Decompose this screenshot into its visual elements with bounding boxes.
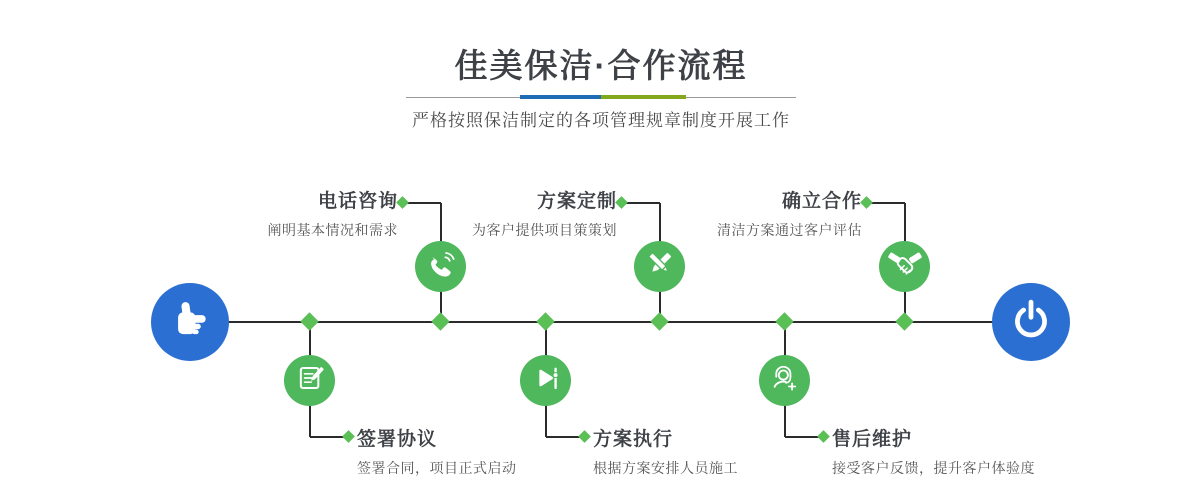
headset-support-icon — [765, 358, 805, 403]
power-icon — [1005, 294, 1057, 351]
step-desc: 清洁方案通过客户评估 — [717, 222, 862, 238]
step-sign-agreement — [357, 424, 597, 478]
step-title: 售后维护 — [832, 429, 913, 450]
step-node-support — [759, 355, 810, 406]
play-slider-icon — [526, 358, 566, 403]
step-desc: 签署合同，项目正式启动 — [357, 460, 517, 476]
step-plan-custom — [377, 186, 617, 240]
step-title: 电话咨询 — [317, 191, 398, 212]
crossed-pencils-icon — [640, 244, 680, 289]
step-node-execute — [520, 355, 571, 406]
step-title: 方案定制 — [536, 191, 617, 212]
step-phone-consult — [158, 186, 398, 240]
step-confirm-coop — [622, 186, 862, 240]
timeline-node-diamond — [775, 312, 793, 330]
step-node-handshake — [879, 241, 930, 292]
timeline-node-diamond — [431, 312, 449, 330]
connector-line — [546, 436, 582, 438]
connector-line — [310, 436, 346, 438]
timeline-node-diamond — [536, 312, 554, 330]
step-after-sales — [832, 424, 1072, 478]
connector-line — [869, 202, 905, 204]
timeline-node-diamond — [650, 312, 668, 330]
divider-blue-segment — [520, 95, 601, 99]
title-divider — [406, 95, 796, 100]
divider-green-segment — [601, 95, 686, 99]
connector-diamond — [860, 196, 873, 209]
step-desc: 根据方案安排人员施工 — [593, 460, 738, 476]
phone-icon — [421, 244, 461, 289]
step-title: 方案执行 — [593, 429, 674, 450]
step-node-contract — [284, 355, 335, 406]
step-plan-execute — [593, 424, 833, 478]
step-title: 签署协议 — [357, 429, 438, 450]
page-subtitle: 严格按照保洁制定的各项管理规章制度开展工作 — [412, 111, 790, 130]
step-desc: 接受客户反馈，提升客户体验度 — [832, 460, 1035, 476]
step-desc: 阐明基本情况和需求 — [267, 222, 398, 238]
page-title: 佳美保洁·合作流程 — [454, 47, 748, 84]
step-desc: 为客户提供项目策策划 — [472, 222, 617, 238]
step-node-plan — [634, 241, 685, 292]
connector-line — [785, 436, 821, 438]
start-node — [151, 283, 229, 361]
step-title: 确立合作 — [781, 191, 862, 212]
step-node-phone — [415, 241, 466, 292]
connector-diamond — [342, 430, 355, 443]
handshake-icon — [885, 244, 925, 289]
timeline-node-diamond — [895, 312, 913, 330]
end-node — [992, 283, 1070, 361]
pointing-hand-icon — [164, 294, 216, 351]
contract-pen-icon — [290, 358, 330, 403]
timeline-node-diamond — [300, 312, 318, 330]
